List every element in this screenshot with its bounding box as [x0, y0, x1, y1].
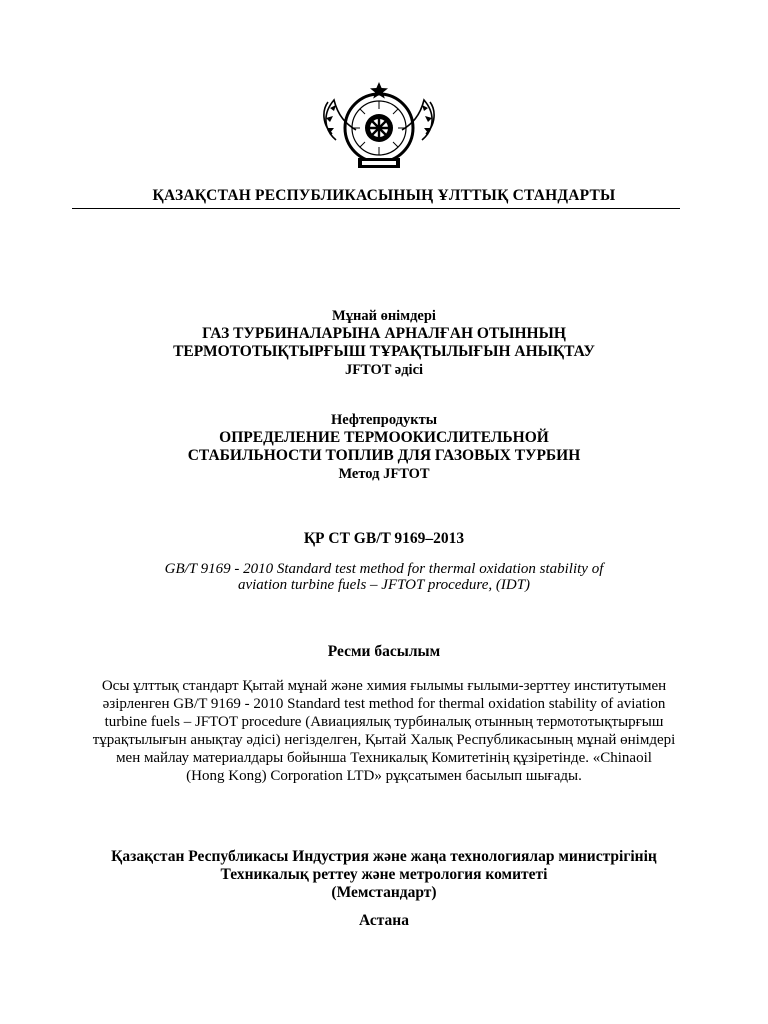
title-ru-line1: ОПРЕДЕЛЕНИЕ ТЕРМООКИСЛИТЕЛЬНОЙ	[219, 429, 549, 446]
publisher-line2: Техникалық реттеу және метрология комитеті	[220, 866, 548, 883]
publisher	[0, 848, 768, 902]
city-label: Астана	[359, 912, 409, 929]
publisher-line1: Қазақстан Республикасы Индустрия және жаңа технологиялар министрігінің	[111, 848, 657, 865]
standard-series-title: ҚАЗАҚСТАН РЕСПУБЛИКАСЫНЫҢ ҰЛТТЫҚ СТАНДАРТЫ	[152, 187, 616, 204]
description-line: әзірленген GB/T 9169 - 2010 Standard test method for thermal oxidation stability of aviation	[102, 696, 666, 712]
source-standard-line2: aviation turbine fuels – JFTOT procedure, (IDT)	[237, 577, 531, 593]
title-kz	[0, 307, 768, 379]
method-ru: Метод JFTOT	[338, 466, 430, 482]
source-standard-line1: GB/T 9169 - 2010 Standard test method for thermal oxidation stability of	[164, 561, 604, 577]
description-line: turbine fuels – JFTOT procedure (Авиациялық турбиналық отынның термототықтырғыш	[104, 714, 664, 730]
edition-label: Ресми басылым	[327, 643, 441, 660]
standard-designation: ҚР СТ GB/T 9169–2013	[303, 530, 465, 547]
title-kz-line2: ТЕРМОТОТЫҚТЫРҒЫШ ТҰРАҚТЫЛЫҒЫН АНЫҚТАУ	[173, 343, 595, 360]
header-divider	[72, 208, 680, 209]
source-standard	[0, 561, 768, 593]
publisher-line3: (Мемстандарт)	[331, 884, 437, 901]
method-kz: JFTOT әдісі	[344, 362, 424, 378]
state-emblem-icon	[316, 78, 442, 174]
title-kz-line1: ГАЗ ТУРБИНАЛАРЫНА АРНАЛҒАН ОТЫННЫҢ	[202, 325, 566, 342]
description-line: мен майлау материалдары бойынша Техникалық Комитетінің құзіретінде. «Chinaoil	[116, 750, 652, 766]
title-ru-line2: СТАБИЛЬНОСТИ ТОПЛИВ ДЛЯ ГАЗОВЫХ ТУРБИН	[187, 447, 581, 464]
category-ru: Нефтепродукты	[330, 412, 438, 428]
description-line: (Hong Kong) Corporation LTD» рұқсатымен басылып шығады.	[186, 768, 582, 784]
category-kz: Мұнай өнімдері	[332, 308, 436, 324]
title-ru	[0, 411, 768, 483]
description-line: Осы ұлттық стандарт Қытай мұнай және химия ғылымы ғылыми-зерттеу институтымен	[101, 678, 667, 694]
description-line: тұрақтылығын анықтау әдісі) негізделген, Қытай Халық Республикасының мұнай өнімдері	[92, 732, 676, 748]
description-paragraph	[60, 677, 708, 785]
